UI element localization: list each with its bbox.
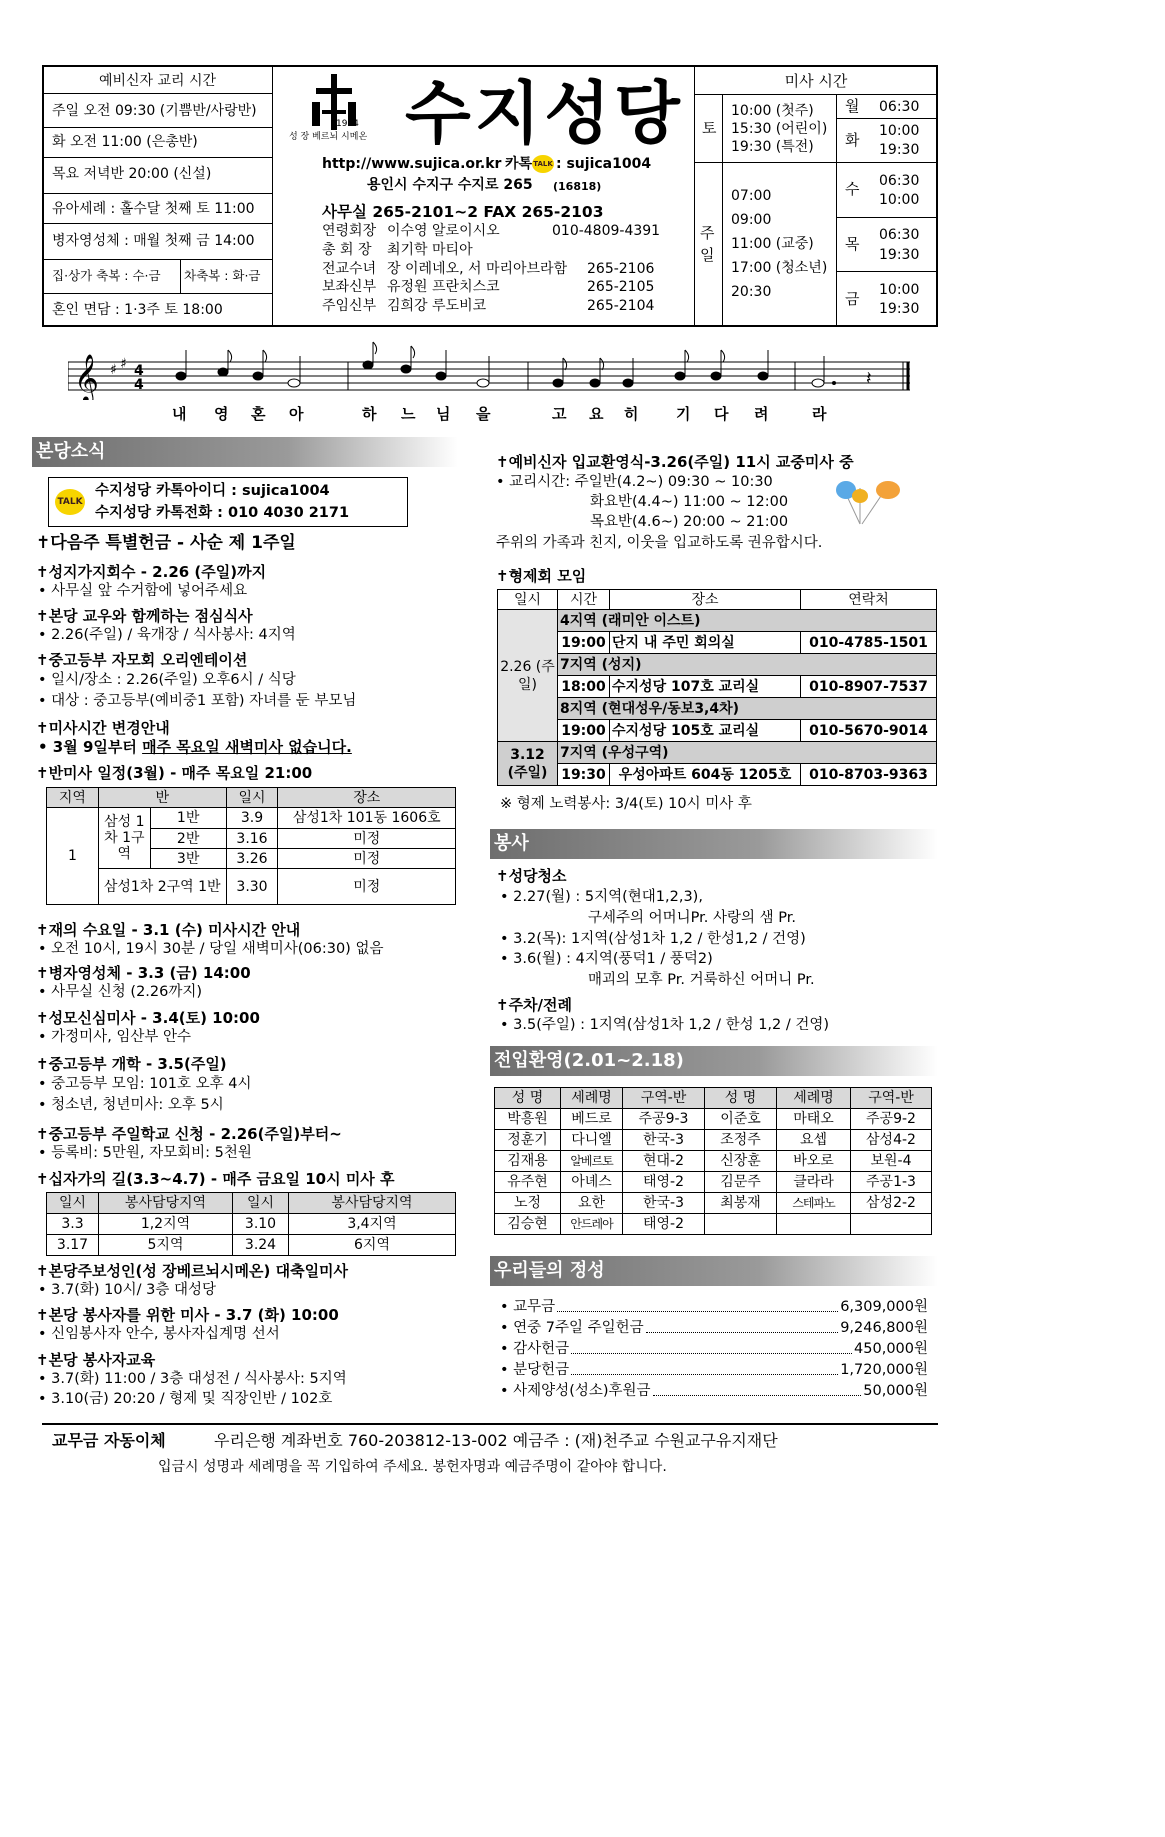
news-heading: ✝본당주보성인(성 장베르뇌시메온) 대축일미사: [36, 1262, 349, 1280]
brothers-meeting-table: [497, 589, 937, 786]
table-cell: 보원-4: [851, 1151, 932, 1172]
table-cell: 3.16: [226, 829, 278, 849]
weekday-mass-time: 06:30: [879, 99, 920, 115]
catechism-tuesday: 화 오전 11:00 (은총반): [52, 134, 198, 150]
lyric-syllable: 혼: [251, 405, 266, 423]
table-header: 장소: [278, 788, 456, 808]
table-cell: 스테파노: [777, 1193, 851, 1214]
auto-transfer-title: 교무금 자동이체: [52, 1431, 166, 1450]
weekday-mass-time: 10:00: [879, 192, 920, 208]
table-cell: 18:00: [558, 676, 610, 698]
brothers-heading: ✝형제회 모임: [496, 567, 587, 585]
weekday-mass-time: 06:30: [879, 227, 920, 243]
table-cell: [777, 1214, 851, 1235]
table-header: 반: [98, 788, 226, 808]
weekday-mass-time: 06:30: [879, 173, 920, 189]
table-cell: 010-8703-9363: [801, 764, 937, 786]
news-line: • 3.10(금) 20:20 / 형제 및 직장인반 / 102호: [38, 1391, 333, 1407]
lyric-syllable: 려: [754, 405, 769, 423]
table-cell: 클라라: [777, 1172, 851, 1193]
office-phone: 사무실 265-2101~2 FAX 265-2103: [322, 203, 604, 221]
table-header: 장소: [610, 590, 801, 610]
news-heading: ✝병자영성체 - 3.3 (금) 14:00: [36, 964, 251, 982]
lyric-syllable: 기: [676, 405, 691, 423]
table-header: 일시: [226, 788, 278, 808]
contact-phone: 265-2104: [587, 298, 655, 314]
kakao-phone-line: 수지성당 카톡전화 : 010 4030 2171: [95, 505, 350, 521]
table-cell: 010-4785-1501: [801, 632, 937, 654]
catechism-thursday: 목요 저녁반 20:00 (신설): [52, 166, 212, 182]
news-line: • 신임봉사자 안수, 봉사자십계명 선서: [38, 1326, 280, 1342]
table-header: 일시: [233, 1193, 289, 1214]
mass-change-notice: • 3월 9일부터 매주 목요일 새벽미사 없습니다.: [38, 738, 352, 756]
lyric-syllable: 하: [362, 405, 377, 423]
news-heading: ✝본당 교우와 함께하는 점심식사: [36, 607, 253, 625]
table-cell: 삼성1차 101동 1606호: [278, 808, 456, 829]
brothers-note: ※ 형제 노력봉사: 3/4(토) 10시 미사 후: [500, 796, 752, 812]
news-heading: ✝미사시간 변경안내: [36, 719, 170, 737]
table-cell: 3.26: [226, 849, 278, 869]
catechumen-heading: ✝예비신자 입교환영식-3.26(주일) 11시 교중미사 중: [496, 453, 854, 471]
kakao-id-line: 수지성당 카톡아이디 : sujica1004: [95, 483, 330, 499]
table-cell: 조정주: [705, 1130, 777, 1151]
table-cell: 요한: [561, 1193, 623, 1214]
kakao-talk-icon: TALK: [55, 489, 85, 515]
weekday-mass-time: 19:30: [879, 301, 920, 317]
news-line: • 청소년, 청년미사: 오후 5시: [38, 1097, 224, 1113]
table-cell: 1: [47, 808, 99, 905]
table-cell: 010-5670-9014: [801, 720, 937, 742]
service-heading: ✝주차/전례: [496, 996, 573, 1014]
svg-text:♯: ♯: [110, 362, 117, 378]
sunday-mass-time: 11:00 (교중): [731, 236, 814, 252]
lyric-syllable: 느: [401, 405, 416, 423]
table-cell: 3.10: [233, 1214, 289, 1235]
catechumen-footer: 주위의 가족과 친지, 이웃을 입교하도록 권유합시다.: [496, 535, 823, 551]
contact-phone: 265-2106: [587, 261, 655, 277]
table-cell: 미정: [278, 869, 456, 905]
section-header-offering: 우리들의 정성: [490, 1256, 938, 1286]
table-cell: 노정: [495, 1193, 561, 1214]
news-line: • 오전 10시, 19시 30분 / 당일 새벽미사(06:30) 없음: [38, 941, 384, 957]
saturday-mass-time: 10:00 (첫주): [731, 103, 814, 119]
deposit-note: 입금시 성명과 세례명을 꼭 기입하여 주세요. 봉헌자명과 예금주명이 같아야 합니다.: [158, 1459, 667, 1475]
footer-divider: [42, 1423, 938, 1425]
welcome-table: [494, 1087, 932, 1235]
contact-role: 보좌신부: [322, 279, 377, 295]
sunday-mass-time: 09:00: [731, 212, 772, 228]
marriage-interview: 혼인 면담 : 1·3주 토 18:00: [52, 302, 223, 318]
table-cell: 3.3: [47, 1214, 99, 1235]
contact-name: 유정원 프란치스코: [387, 279, 500, 295]
lyric-syllable: 히: [624, 405, 639, 423]
list-item: • 연중 7주일 주일헌금 9,246,800원: [500, 1320, 928, 1336]
table-cell: 정훈기: [495, 1130, 561, 1151]
table-header: 봉사담당지역: [289, 1193, 456, 1214]
table-cell: 7지역 (우성구역): [558, 742, 937, 764]
svg-text:4: 4: [134, 363, 144, 379]
list-item: • 분당헌금 1,720,000원: [500, 1362, 928, 1378]
mass-time-title: 미사 시간: [784, 72, 848, 90]
table-cell: 베드로: [561, 1109, 623, 1130]
table-cell: 수지성당 107호 교리실: [610, 676, 801, 698]
table-cell: 최봉재: [705, 1193, 777, 1214]
table-cell: 3.17: [47, 1235, 99, 1256]
catechism-sunday: 주일 오전 09:30 (기쁨반/사랑반): [52, 103, 257, 119]
table-header: 연락처: [801, 590, 937, 610]
news-line: • 사무실 앞 수거함에 넣어주세요: [38, 583, 248, 599]
catechism-time-title: 예비신자 교리 시간: [98, 73, 217, 89]
table-cell: 수지성당 105호 교리실: [610, 720, 801, 742]
table-cell: [705, 1214, 777, 1235]
service-line: • 2.27(월) : 5지역(현대1,2,3),: [500, 889, 703, 905]
table-cell: 2반: [150, 829, 226, 849]
table-cell: [851, 1214, 932, 1235]
table-cell: 010-8907-7537: [801, 676, 937, 698]
news-line: • 가정미사, 임산부 안수: [38, 1029, 192, 1045]
house-blessing: 집·상가 축복 : 수·금: [52, 268, 161, 283]
infant-baptism: 유아세례 : 홀수달 첫째 토 11:00: [52, 201, 255, 217]
weekday-label: 목: [845, 235, 860, 253]
table-cell: 19:30: [558, 764, 610, 786]
news-heading: ✝십자가의 길(3.3~4.7) - 매주 금요일 10시 미사 후: [36, 1170, 395, 1188]
contact-phone: 010-4809-4391: [552, 223, 661, 239]
lyric-syllable: 영: [214, 405, 229, 423]
logo-year: 1994: [336, 119, 359, 129]
special-collection: ✝다음주 특별헌금 - 사순 제 1주일: [36, 533, 296, 553]
svg-text:𝄞: 𝄞: [74, 353, 99, 400]
saturday-label: 토: [702, 119, 717, 137]
kakao-talk-icon: TALK: [532, 155, 554, 173]
lyric-syllable: 요: [589, 405, 604, 423]
table-cell: 마태오: [777, 1109, 851, 1130]
section-header-welcome: 전입환영(2.01~2.18): [490, 1046, 938, 1076]
list-item: • 감사헌금 450,000원: [500, 1341, 928, 1357]
weekday-label: 금: [845, 290, 860, 308]
logo-caption: 성 장 베르뇌 시메온: [289, 132, 368, 142]
table-cell: 신장훈: [705, 1151, 777, 1172]
sunday-mass-time: 07:00: [731, 188, 772, 204]
news-heading: ✝재의 수요일 - 3.1 (수) 미사시간 안내: [36, 921, 301, 939]
contact-role: 주임신부: [322, 298, 377, 314]
saturday-mass-time: 15:30 (어린이): [731, 121, 828, 137]
bank-account: 우리은행 계좌번호 760-203812-13-002 예금주 : (재)천주교 수원교구유지재단: [214, 1431, 778, 1450]
contact-name: 이수영 알로이시오: [387, 223, 500, 239]
table-header: 봉사담당지역: [99, 1193, 233, 1214]
lyric-syllable: 을: [476, 405, 491, 423]
weekday-mass-time: 19:30: [879, 247, 920, 263]
weekday-mass-time: 19:30: [879, 142, 920, 158]
svg-text:𝄽: 𝄽: [866, 368, 872, 389]
news-line: • 등록비: 5만원, 자모회비: 5천원: [38, 1145, 252, 1161]
news-heading: ✝반미사 일정(3월) - 매주 목요일 21:00: [36, 764, 313, 782]
table-cell: 19:00: [558, 632, 610, 654]
svg-text:4: 4: [134, 377, 144, 393]
table-cell: 바오로: [777, 1151, 851, 1172]
balloons-icon: [830, 478, 906, 528]
table-cell: 미정: [278, 829, 456, 849]
news-heading: ✝중고등부 주일학교 신청 - 2.26(주일)부터~: [36, 1125, 342, 1143]
table-cell: 3,4지역: [289, 1214, 456, 1235]
table-cell: 아녜스: [561, 1172, 623, 1193]
svg-text:♯: ♯: [120, 356, 127, 372]
postcode: (16818): [553, 180, 602, 193]
list-item: • 사제양성(성소)후원금 50,000원: [500, 1383, 928, 1399]
section-header-parish-news: 본당소식: [32, 437, 458, 467]
table-header: 구역-반: [623, 1088, 705, 1109]
news-heading: ✝본당 봉사자교육: [36, 1351, 156, 1369]
service-line: • 3.6(월) : 4지역(풍덕1 / 풍덕2): [500, 951, 713, 967]
kakao-info-box: [48, 477, 408, 527]
section-header-service: 봉사: [490, 829, 938, 859]
table-cell: 3.9: [226, 808, 278, 829]
table-header: 구역-반: [851, 1088, 932, 1109]
table-header: 일시: [498, 590, 558, 610]
sick-communion: 병자영성체 : 매월 첫째 금 14:00: [52, 233, 255, 249]
service-line: • 3.2(목): 1지역(삼성1차 1,2 / 한성1,2 / 건영): [500, 931, 806, 947]
table-cell: 김승현: [495, 1214, 561, 1235]
table-cell: 주공9-2: [851, 1109, 932, 1130]
news-heading: ✝중고등부 개학 - 3.5(주일): [36, 1055, 227, 1073]
weekday-mass-time: 10:00: [879, 282, 920, 298]
table-cell: 4지역 (래미안 이스트): [558, 610, 937, 632]
weekday-label: 월: [845, 97, 860, 115]
table-cell: 이준호: [705, 1109, 777, 1130]
table-cell: 19:00: [558, 720, 610, 742]
weekday-label: 수: [845, 180, 860, 198]
table-header: 성 명: [705, 1088, 777, 1109]
news-heading: ✝본당 봉사자를 위한 미사 - 3.7 (화) 10:00: [36, 1306, 339, 1324]
lyric-syllable: 내: [172, 405, 187, 423]
news-line: • 일시/장소 : 2.26(주일) 오후6시 / 식당: [38, 672, 296, 688]
table-cell: 삼성2-2: [851, 1193, 932, 1214]
contact-role: 전교수녀: [322, 261, 377, 277]
catechumen-line: • 교리시간: 주일반(4.2~) 09:30 ~ 10:30: [496, 474, 773, 490]
sunday-mass-time: 17:00 (청소년): [731, 260, 828, 276]
website-link[interactable]: http://www.sujica.or.kr: [322, 156, 502, 172]
service-line: • 3.5(주일) : 1지역(삼성1차 1,2 / 한성 1,2 / 건영): [500, 1017, 830, 1033]
table-cell: 김문주: [705, 1172, 777, 1193]
news-line: • 2.26(주일) / 육개장 / 식사봉사: 4지역: [38, 627, 296, 643]
table-cell: 김재용: [495, 1151, 561, 1172]
table-cell: 삼성 1차 1구역: [98, 808, 150, 869]
table-cell: 우성아파트 604동 1205호: [610, 764, 801, 786]
table-cell: 안드레아: [561, 1214, 623, 1235]
lyric-syllable: 님: [436, 405, 451, 423]
table-cell: 다니엘: [561, 1130, 623, 1151]
table-cell: 주공1-3: [851, 1172, 932, 1193]
table-cell: 태영-2: [623, 1172, 705, 1193]
table-cell: 주공9-3: [623, 1109, 705, 1130]
lyric-syllable: 아: [289, 405, 304, 423]
kakao-label: 카톡: [505, 156, 533, 172]
service-line: 구세주의 어머니Pr. 사랑의 샘 Pr.: [588, 910, 796, 926]
sunday-label: 주일: [700, 224, 715, 264]
table-cell: 7지역 (성지): [558, 654, 937, 676]
catechumen-line: 목요반(4.6~) 20:00 ~ 21:00: [590, 514, 789, 530]
table-cell: 유주현: [495, 1172, 561, 1193]
music-staff: [68, 340, 918, 400]
sunday-mass-time: 20:30: [731, 284, 772, 300]
kakao-id: : sujica1004: [556, 156, 652, 172]
lyric-syllable: 라: [812, 405, 827, 423]
service-line: 매괴의 모후 Pr. 거룩하신 어머니 Pr.: [588, 972, 815, 988]
offering-list: [500, 1297, 928, 1401]
news-line: • 3.7(화) 11:00 / 3층 대성전 / 식사봉사: 5지역: [38, 1371, 347, 1387]
contact-phone: 265-2105: [587, 279, 655, 295]
table-cell: 3.12 (주일): [498, 742, 558, 786]
service-heading: ✝성당청소: [496, 867, 567, 885]
catechumen-line: 화요반(4.4~) 11:00 ~ 12:00: [590, 494, 789, 510]
table-cell: 단지 내 주민 회의실: [610, 632, 801, 654]
stations-of-cross-table: [46, 1192, 456, 1256]
table-cell: 박흥원: [495, 1109, 561, 1130]
contact-name: 최기학 마티아: [387, 242, 473, 258]
table-cell: 6지역: [289, 1235, 456, 1256]
table-header: 세례명: [777, 1088, 851, 1109]
contact-role: 연령회장: [322, 223, 377, 239]
news-heading: ✝중고등부 자모회 오리엔테이션: [36, 651, 248, 669]
saturday-mass-time: 19:30 (특전): [731, 139, 814, 155]
table-cell: 3.30: [226, 869, 278, 905]
news-line: • 중고등부 모임: 101호 오후 4시: [38, 1076, 252, 1092]
table-cell: 미정: [278, 849, 456, 869]
church-name-title: 수지성당: [405, 75, 684, 154]
address: 용인시 수지구 수지로 265: [367, 177, 533, 193]
weekday-label: 화: [845, 131, 860, 149]
table-header: 시간: [558, 590, 610, 610]
table-header: 성 명: [495, 1088, 561, 1109]
table-cell: 한국-3: [623, 1130, 705, 1151]
contact-role: 총 회 장: [322, 242, 372, 258]
news-line: • 3.7(화) 10시/ 3층 대성당: [38, 1282, 216, 1298]
table-header: 일시: [47, 1193, 99, 1214]
table-cell: 삼성4-2: [851, 1130, 932, 1151]
table-cell: 한국-3: [623, 1193, 705, 1214]
list-item: • 교무금 6,309,000원: [500, 1299, 928, 1315]
table-cell: 태영-2: [623, 1214, 705, 1235]
contact-name: 장 이레네오, 서 마리아브라함: [387, 261, 568, 277]
table-cell: 1,2지역: [99, 1214, 233, 1235]
lyric-syllable: 고: [552, 405, 567, 423]
table-cell: 8지역 (현대성우/동보3,4차): [558, 698, 937, 720]
table-cell: 알베르토: [561, 1151, 623, 1172]
news-line: • 사무실 신청 (2.26까지): [38, 984, 203, 1000]
table-cell: 삼성1차 2구역 1반: [98, 869, 226, 905]
weekday-mass-time: 10:00: [879, 123, 920, 139]
table-cell: 3.24: [233, 1235, 289, 1256]
table-cell: 요셉: [777, 1130, 851, 1151]
news-heading: ✝성모신심미사 - 3.4(토) 10:00: [36, 1009, 260, 1027]
ban-mass-table: [46, 787, 456, 905]
news-heading: ✝성지가지회수 - 2.26 (주일)까지: [36, 563, 267, 581]
contact-name: 김희강 루도비코: [387, 298, 487, 314]
table-cell: 2.26 (주일): [498, 610, 558, 742]
car-blessing: 차축복 : 화·금: [184, 268, 261, 283]
table-cell: 3반: [150, 849, 226, 869]
table-header: 지역: [47, 788, 99, 808]
table-cell: 현대-2: [623, 1151, 705, 1172]
news-line: • 대상 : 중고등부(예비중1 포함) 자녀를 둔 부모님: [38, 693, 357, 709]
table-cell: 5지역: [99, 1235, 233, 1256]
lyric-syllable: 다: [714, 405, 729, 423]
table-cell: 1반: [150, 808, 226, 829]
table-header: 세례명: [561, 1088, 623, 1109]
